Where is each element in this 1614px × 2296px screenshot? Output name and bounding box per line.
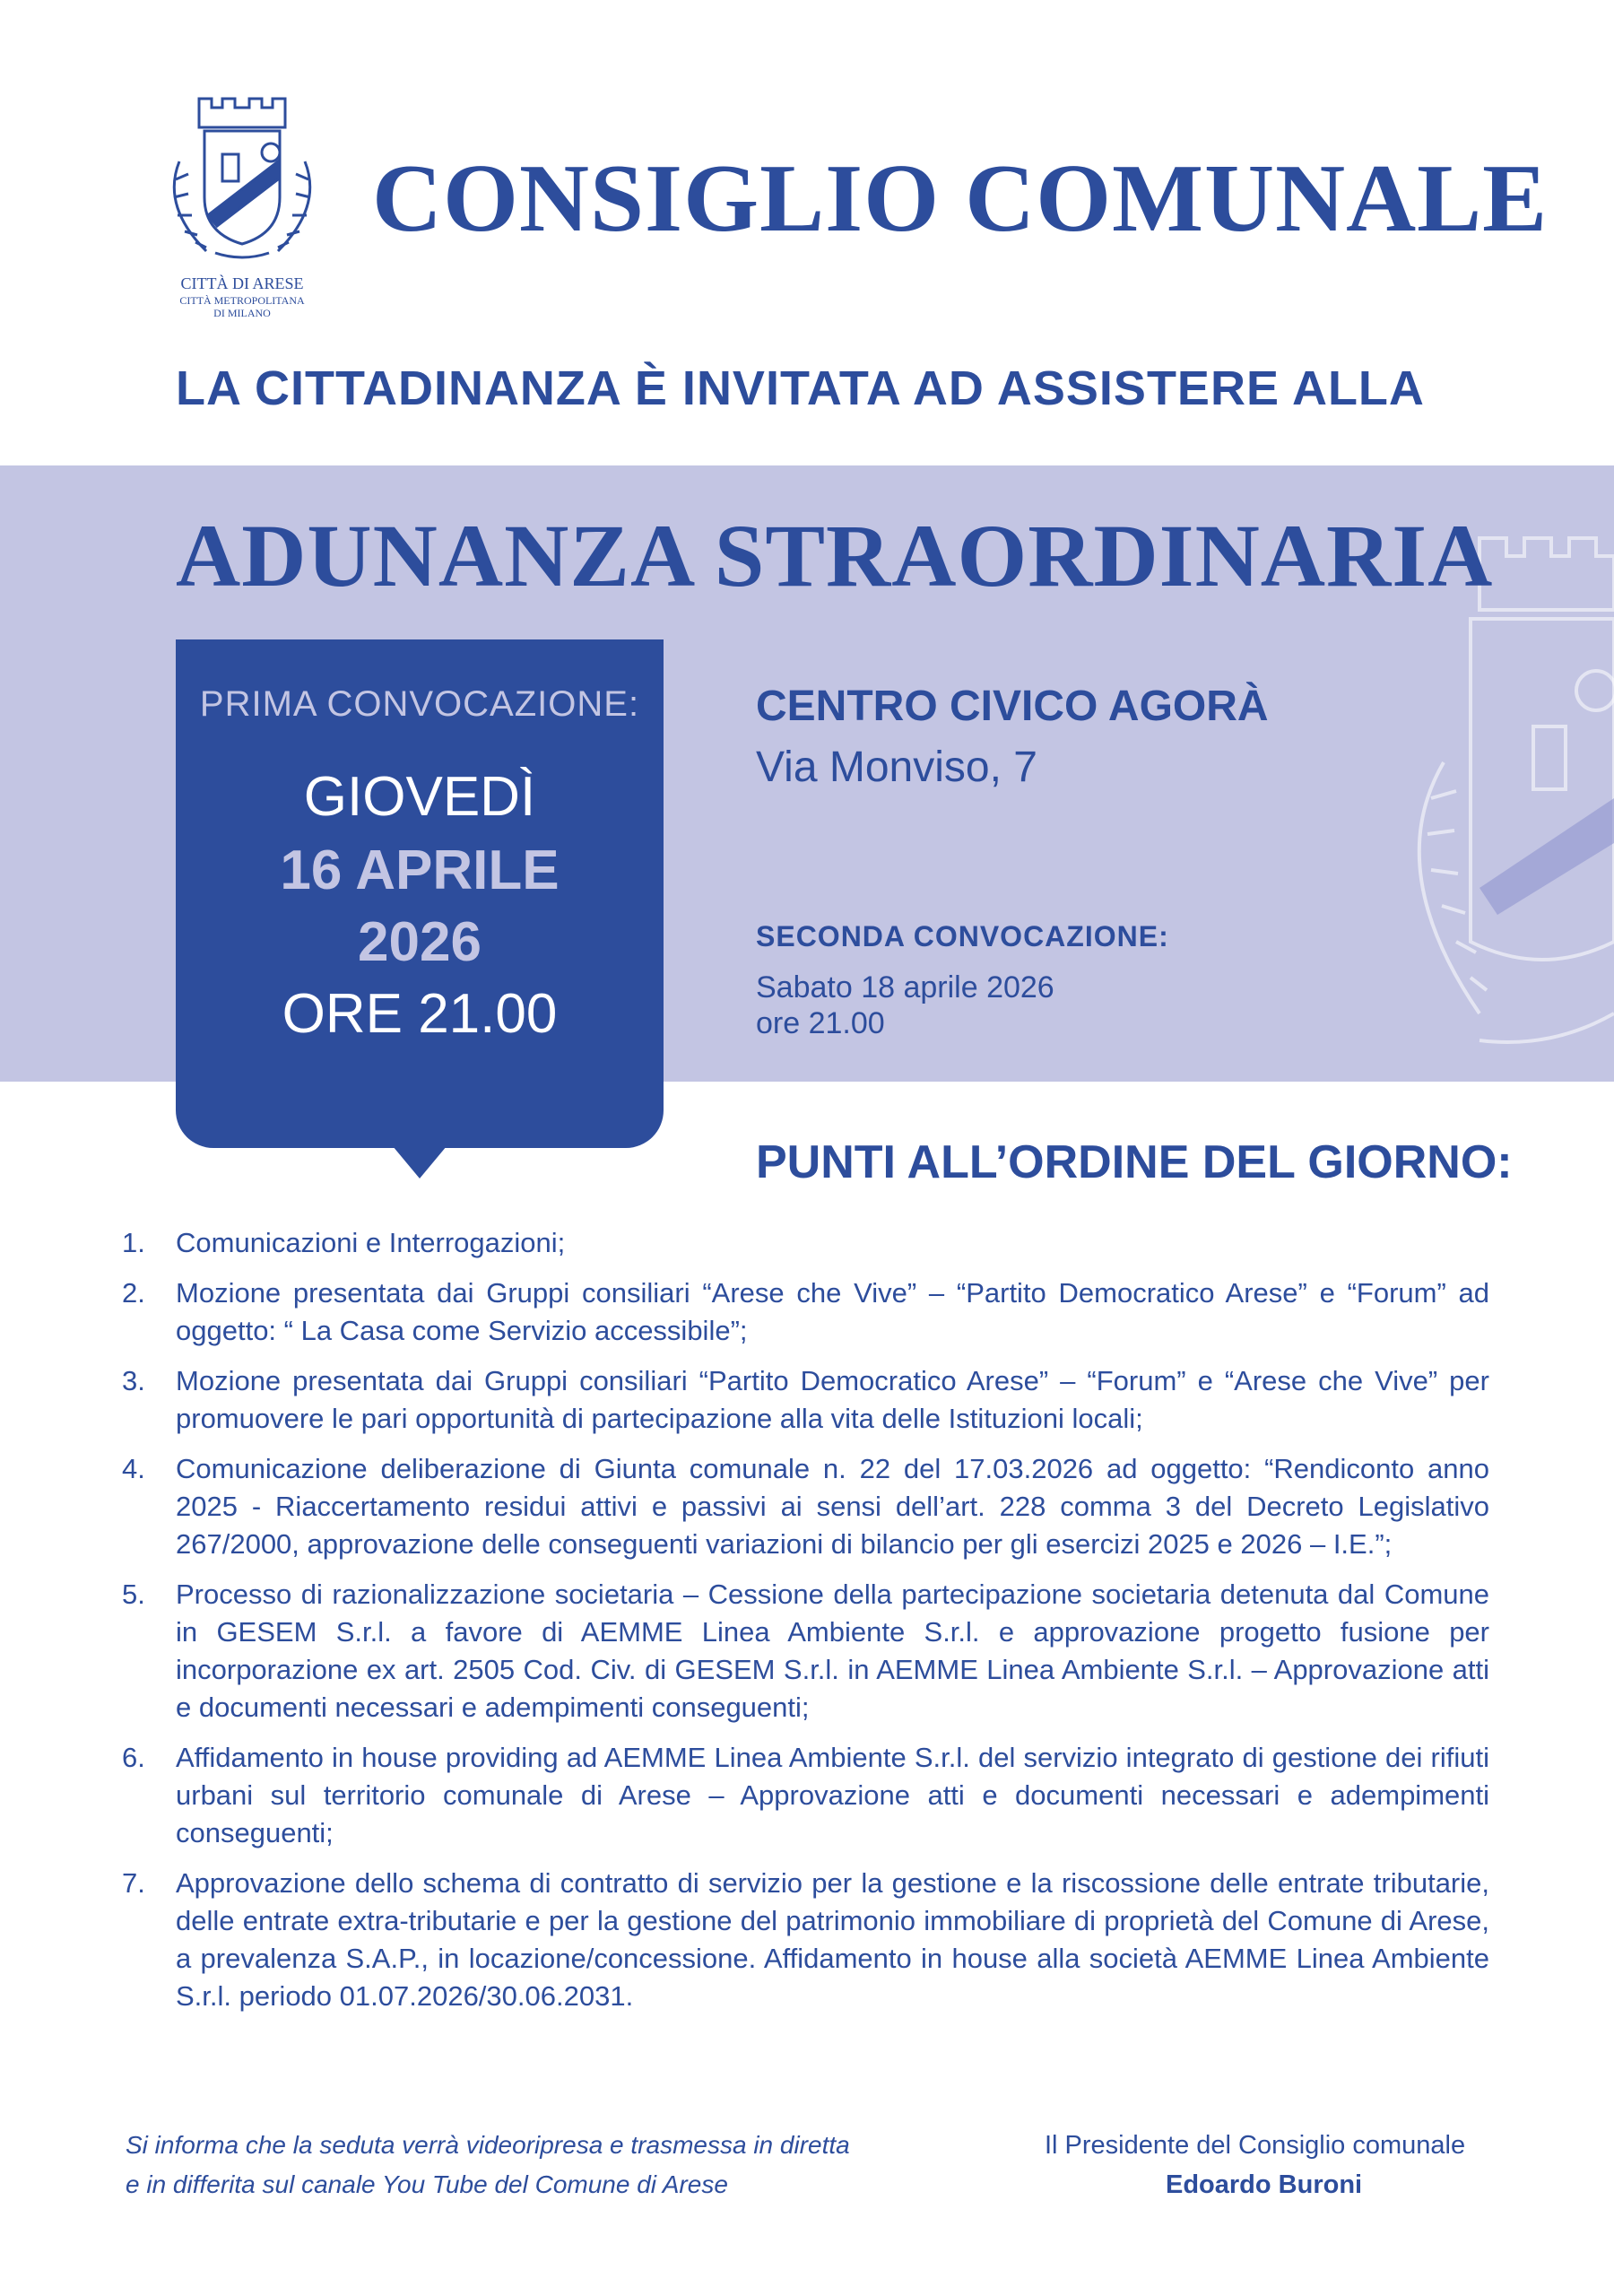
president-name: Edoardo Buroni	[1166, 2170, 1363, 2199]
session-type-title: ADUNANZA STRAORDINARIA	[176, 506, 1494, 605]
venue-name: CENTRO CIVICO AGORÀ	[756, 683, 1269, 730]
coat-of-arms-icon	[152, 90, 332, 269]
agenda-item-number: 5.	[122, 1578, 145, 1610]
first-call-box-pointer	[393, 1146, 447, 1178]
agenda-item-number: 1.	[122, 1227, 145, 1258]
agenda-item	[122, 1450, 1489, 1563]
second-call-date: Sabato 18 aprile 2026	[756, 970, 1054, 1004]
first-call-date: 16 APRILE	[280, 839, 560, 901]
agenda-item-text: Processo di razionalizzazione societaria – Cessione della partecipazione societaria detenuta dal Comune in GESEM S.r.l. a favore di AEMME Linea Ambiente S.r.l. e approvazione progetto fusione per incorporazione ex art. 2505 Cod. Civ. di GESEM S.r.l. in AEMME Linea Ambiente S.r.l. – Approvazione atti e documenti necessari e adempimenti conseguenti;	[176, 1578, 1489, 1723]
venue-address: Via Monviso, 7	[756, 744, 1037, 791]
logo-city-name: CITTÀ DI ARESE	[180, 274, 304, 292]
agenda-item	[122, 1274, 1489, 1350]
agenda-item-number: 3.	[122, 1365, 145, 1396]
logo-metro-line: CITTÀ METROPOLITANA	[179, 294, 305, 307]
agenda-item-text: Mozione presentata dai Gruppi consiliari “Arese che Vive” – “Partito Democratico Arese” e “Forum” ad oggetto: “ La Casa come Servizio accessibile”;	[176, 1277, 1489, 1346]
first-call-label: PRIMA CONVOCAZIONE:	[199, 684, 640, 724]
agenda-list	[122, 1224, 1489, 2028]
agenda-item	[122, 1576, 1489, 1726]
city-logo	[152, 90, 332, 323]
page-title: CONSIGLIO COMUNALE	[372, 145, 1549, 252]
agenda-item-number: 6.	[122, 1742, 145, 1773]
agenda-item-number: 4.	[122, 1453, 145, 1484]
logo-milano-line: DI MILANO	[213, 307, 271, 319]
first-call-year: 2026	[358, 911, 482, 973]
invite-heading: LA CITTADINANZA È INVITATA AD ASSISTERE ALLA	[176, 361, 1425, 415]
agenda-item	[122, 1224, 1489, 1262]
agenda-title: PUNTI ALL’ORDINE DEL GIORNO:	[756, 1136, 1513, 1188]
broadcast-note-line1: Si informa che la seduta verrà videoripresa e trasmessa in diretta	[126, 2131, 850, 2159]
agenda-item	[122, 1739, 1489, 1852]
president-title: Il Presidente del Consiglio comunale	[1045, 2131, 1466, 2160]
second-call-time: ore 21.00	[756, 1006, 885, 1040]
agenda-item-text: Affidamento in house providing ad AEMME Linea Ambiente S.r.l. del servizio integrato di gestione dei rifiuti urbani sul territorio comunale di Arese – Approvazione atti e documenti necessari e adempimenti conseguenti;	[176, 1742, 1489, 1848]
agenda-item	[122, 1865, 1489, 2015]
agenda-item-number: 7.	[122, 1867, 145, 1899]
agenda-item	[122, 1362, 1489, 1438]
broadcast-note-line2: e in differita sul canale You Tube del Comune di Arese	[126, 2170, 728, 2198]
first-call-box	[176, 639, 664, 1148]
agenda-item-text: Comunicazione deliberazione di Giunta comunale n. 22 del 17.03.2026 ad oggetto: “Rendiconto anno 2025 - Riaccertamento residui attivi e passivi ai sensi dell’art. 228 comma 3 del Decreto Legislativo 267/2000, approvazione delle conseguenti variazioni di bilancio per gli esercizi 2025 e 2026 – I.E.”;	[176, 1453, 1489, 1560]
second-call-label: SECONDA CONVOCAZIONE:	[756, 920, 1169, 952]
agenda-item-text: Mozione presentata dai Gruppi consiliari “Partito Democratico Arese” – “Forum” e “Arese che Vive” per promuovere le pari opportunità di partecipazione alla vita delle Istituzioni locali;	[176, 1365, 1489, 1434]
first-call-day: GIOVEDÌ	[303, 766, 536, 828]
agenda-item-text: Approvazione dello schema di contratto di servizio per la gestione e la riscossione delle entrate tributarie, delle entrate extra-tributarie e per la gestione del patrimonio immobiliare di proprietà del Comune di Arese, a prevalenza S.A.P., in locazione/concessione. Affidamento in house alla società AEMME Linea Ambiente S.r.l. periodo 01.07.2026/30.06.2031.	[176, 1867, 1489, 2012]
agenda-item-number: 2.	[122, 1277, 145, 1309]
agenda-item-text: Comunicazioni e Interrogazioni;	[176, 1227, 566, 1258]
first-call-time: ORE 21.00	[282, 983, 558, 1045]
